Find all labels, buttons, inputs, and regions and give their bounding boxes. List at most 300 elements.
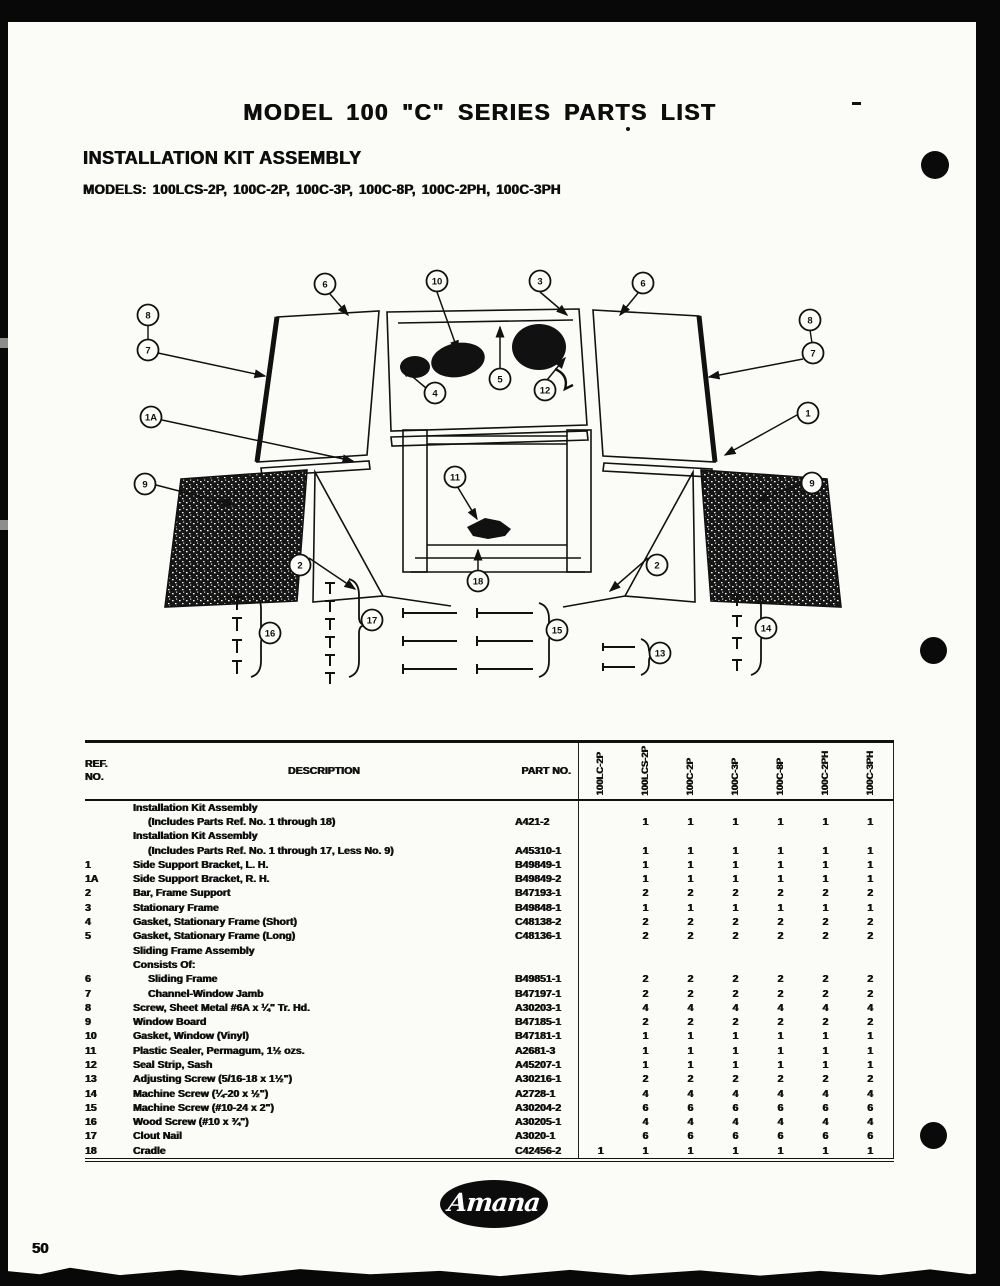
qty-cell: [578, 844, 623, 858]
qty-cell: 1: [848, 815, 893, 829]
qty-cell: 2: [687, 987, 694, 1000]
diagram-callout: [802, 473, 823, 494]
qty-cell: [578, 1058, 623, 1072]
qty-cell: 2: [777, 916, 784, 929]
diagram-callout: [362, 610, 383, 631]
qty-cell: 2: [822, 887, 829, 900]
qty-cell: [758, 958, 803, 972]
qty-cell: 2: [777, 987, 784, 1000]
qty-cell: 1: [777, 1144, 784, 1157]
qty-cell: 2: [642, 973, 649, 986]
amana-logo: [440, 1180, 548, 1228]
qty-cell: 6: [642, 1101, 649, 1114]
table-row: [85, 800, 893, 815]
description-cell: Gasket, Stationary Frame (Long): [133, 930, 296, 943]
qty-cell: [578, 1101, 623, 1115]
qty-cell: 2: [822, 1016, 829, 1029]
qty-cell: 1: [732, 1030, 739, 1043]
qty-cell: 6: [848, 1129, 893, 1143]
section-heading: INSTALLATION KIT ASSEMBLY: [83, 148, 362, 168]
qty-cell: 6: [732, 1130, 739, 1143]
qty-cell: 1: [822, 901, 829, 914]
qty-cell: 4: [642, 1001, 649, 1014]
qty-cell: [758, 829, 803, 843]
svg-text:6: 6: [322, 279, 328, 291]
col-header-model: 100C-2P: [668, 742, 713, 800]
qty-cell: 2: [732, 887, 739, 900]
qty-cell: [623, 958, 668, 972]
qty-cell: 2: [822, 973, 829, 986]
qty-cell: [578, 815, 623, 829]
part-no-cell: A30203-1: [515, 1001, 562, 1014]
table-row: [85, 886, 893, 900]
qty-cell: 2: [848, 915, 893, 929]
diagram-callout: [756, 618, 777, 639]
description-cell: Adjusting Screw (5/16-18 x 1½"): [133, 1073, 293, 1086]
qty-cell: 2: [848, 929, 893, 943]
parts-table-wrap: [85, 740, 893, 1162]
qty-cell: [623, 800, 668, 815]
qty-cell: [848, 944, 893, 958]
qty-cell: [713, 829, 758, 843]
qty-cell: 2: [687, 930, 694, 943]
ref-no-cell: [85, 844, 133, 858]
qty-cell: 2: [822, 987, 829, 1000]
qty-cell: 1: [642, 873, 649, 886]
part-no-cell: A30205-1: [515, 1116, 562, 1129]
qty-cell: [803, 944, 848, 958]
qty-cell: 1: [822, 858, 829, 871]
qty-cell: 1: [642, 815, 649, 828]
qty-cell: 1: [822, 844, 829, 857]
callout-connectors: [148, 325, 812, 343]
qty-cell: [578, 1087, 623, 1101]
qty-cell: 1: [687, 873, 694, 886]
qty-cell: [578, 858, 623, 872]
qty-cell: [668, 800, 713, 815]
table-row: [85, 872, 893, 886]
qty-cell: 2: [777, 887, 784, 900]
qty-cell: 1: [777, 901, 784, 914]
qty-cell: 1: [687, 1044, 694, 1057]
qty-cell: [578, 1072, 623, 1086]
qty-cell: 2: [822, 1073, 829, 1086]
diagram-callout: [138, 340, 159, 361]
qty-cell: 2: [777, 973, 784, 986]
ref-no-cell: 6: [85, 973, 91, 986]
qty-cell: 1: [777, 858, 784, 871]
qty-cell: 1: [777, 1030, 784, 1043]
qty-cell: [578, 915, 623, 929]
qty-cell: 2: [687, 916, 694, 929]
qty-cell: 4: [732, 1087, 739, 1100]
scan-edge-top: [0, 0, 1000, 22]
qty-cell: [803, 800, 848, 815]
ref-no-cell: 18: [85, 1144, 97, 1157]
qty-cell: 1: [848, 844, 893, 858]
ref-no-cell: 14: [85, 1087, 97, 1100]
description-cell: Cradle: [133, 1144, 166, 1157]
part-no-cell: [515, 800, 578, 815]
svg-text:1A: 1A: [144, 412, 158, 424]
qty-cell: 1: [848, 1044, 893, 1058]
ref-no-cell: 8: [85, 1001, 91, 1014]
qty-cell: 2: [732, 987, 739, 1000]
col-header-part: PART NO.: [515, 742, 578, 800]
svg-text:10: 10: [431, 276, 443, 288]
qty-cell: [578, 1115, 623, 1129]
svg-text:7: 7: [145, 345, 151, 357]
seal-strip: [555, 369, 573, 389]
qty-cell: 2: [687, 1073, 694, 1086]
description-cell: Consists Of:: [133, 958, 196, 971]
registration-dot: [921, 151, 949, 179]
scan-speck: [626, 127, 630, 131]
qty-cell: 1: [777, 1044, 784, 1057]
qty-cell: [578, 1015, 623, 1029]
part-no-cell: A45207-1: [515, 1058, 562, 1071]
table-row: [85, 815, 893, 829]
table-row: [85, 1029, 893, 1043]
qty-cell: 1: [732, 873, 739, 886]
diagram-callout: [315, 274, 336, 295]
ref-no-cell: 7: [85, 987, 91, 1000]
ref-no-cell: [85, 944, 133, 958]
table-row: [85, 901, 893, 915]
table-row: [85, 987, 893, 1001]
svg-text:16: 16: [264, 628, 276, 640]
ref-no-cell: 1: [85, 858, 91, 871]
qty-cell: 1: [777, 844, 784, 857]
diagram-callout: [490, 369, 511, 390]
part-no-cell: B47181-1: [515, 1030, 562, 1043]
part-no-cell: A2681-3: [515, 1044, 556, 1057]
qty-cell: 1: [848, 1058, 893, 1072]
qty-cell: [578, 972, 623, 986]
description-cell: Machine Screw (#10-24 x 2"): [133, 1101, 274, 1114]
description-cell: Window Board: [133, 1016, 207, 1029]
svg-text:15: 15: [551, 625, 563, 637]
qty-cell: 1: [848, 1144, 893, 1160]
qty-cell: 4: [777, 1001, 784, 1014]
diagram-callout: [468, 571, 489, 592]
table-row: [85, 1087, 893, 1101]
qty-cell: [668, 829, 713, 843]
qty-cell: 2: [687, 1016, 694, 1029]
ref-no-cell: [85, 800, 133, 815]
description-cell: Screw, Sheet Metal #6A x ¼" Tr. Hd.: [133, 1001, 310, 1014]
qty-cell: 4: [642, 1116, 649, 1129]
qty-cell: 4: [777, 1087, 784, 1100]
svg-text:6: 6: [640, 278, 646, 290]
gasket-rolls: [400, 324, 566, 381]
qty-cell: 6: [687, 1130, 694, 1143]
qty-cell: 1: [822, 873, 829, 886]
svg-text:7: 7: [810, 348, 816, 360]
diagram-callout: [530, 271, 551, 292]
svg-text:1: 1: [805, 408, 811, 420]
qty-cell: 1: [822, 1058, 829, 1071]
table-row: [85, 829, 893, 843]
qty-cell: 2: [732, 916, 739, 929]
table-row: [85, 944, 893, 958]
description-cell: Sliding Frame Assembly: [133, 944, 255, 957]
qty-cell: 1: [642, 1058, 649, 1071]
qty-cell: [578, 829, 623, 843]
qty-cell: 4: [687, 1116, 694, 1129]
part-no-cell: [515, 829, 578, 843]
svg-text:8: 8: [807, 315, 813, 327]
part-no-cell: [515, 958, 578, 972]
svg-text:2: 2: [654, 560, 660, 572]
qty-cell: [758, 800, 803, 815]
table-row: [85, 1015, 893, 1029]
ref-no-cell: 11: [85, 1044, 97, 1057]
table-row: [85, 1001, 893, 1015]
qty-cell: 1: [848, 858, 893, 872]
description-cell: Clout Nail: [133, 1130, 182, 1143]
qty-cell: [668, 944, 713, 958]
table-row: [85, 1101, 893, 1115]
qty-cell: 2: [687, 887, 694, 900]
description-cell: (Includes Parts Ref. No. 1 through 18): [148, 815, 336, 828]
qty-cell: 1: [732, 858, 739, 871]
qty-cell: 1: [777, 873, 784, 886]
qty-cell: 2: [642, 916, 649, 929]
amana-logo-text: Amana: [446, 1188, 542, 1217]
qty-cell: 2: [822, 930, 829, 943]
part-no-cell: B49848-1: [515, 901, 562, 914]
registration-dot: [920, 637, 947, 664]
table-row: [85, 1115, 893, 1129]
ref-no-cell: 4: [85, 916, 91, 929]
qty-cell: 6: [822, 1101, 829, 1114]
svg-text:13: 13: [654, 648, 666, 660]
qty-cell: 1: [822, 1044, 829, 1057]
description-cell: Seal Strip, Sash: [133, 1058, 213, 1071]
qty-cell: 2: [642, 1073, 649, 1086]
qty-cell: 2: [732, 973, 739, 986]
qty-cell: 2: [642, 887, 649, 900]
ref-no-cell: 2: [85, 887, 91, 900]
scan-edge-gap: [0, 338, 8, 348]
qty-cell: 4: [732, 1001, 739, 1014]
qty-cell: 2: [732, 1016, 739, 1029]
description-cell: (Includes Parts Ref. No. 1 through 17, Less No. 9): [148, 844, 394, 857]
scan-edge-bottom: [0, 1260, 1000, 1286]
part-no-cell: A45310-1: [515, 844, 562, 857]
qty-cell: 1: [848, 1029, 893, 1043]
description-cell: Side Support Bracket, L. H.: [133, 858, 269, 871]
qty-cell: 2: [732, 1073, 739, 1086]
diagram-callout: [138, 305, 159, 326]
qty-cell: 2: [732, 930, 739, 943]
part-no-cell: A2728-1: [515, 1087, 556, 1100]
table-row: [85, 1044, 893, 1058]
qty-cell: [848, 958, 893, 972]
table-row: [85, 844, 893, 858]
qty-cell: [578, 886, 623, 900]
qty-cell: 4: [822, 1001, 829, 1014]
qty-cell: [623, 944, 668, 958]
qty-cell: 1: [642, 858, 649, 871]
svg-text:5: 5: [497, 374, 503, 386]
ref-no-cell: 13: [85, 1073, 97, 1086]
description-cell: Side Support Bracket, R. H.: [133, 873, 270, 886]
qty-cell: [578, 1044, 623, 1058]
qty-cell: [578, 1029, 623, 1043]
table-row: [85, 972, 893, 986]
qty-cell: 2: [687, 973, 694, 986]
qty-cell: 6: [732, 1101, 739, 1114]
ref-no-cell: 5: [85, 930, 91, 943]
qty-cell: [848, 829, 893, 843]
qty-cell: 2: [642, 987, 649, 1000]
qty-cell: 2: [642, 1016, 649, 1029]
qty-cell: [578, 901, 623, 915]
description-cell: Stationary Frame: [133, 901, 219, 914]
qty-cell: 4: [642, 1087, 649, 1100]
qty-cell: 1: [732, 1144, 739, 1157]
qty-cell: 1: [642, 1044, 649, 1057]
svg-text:9: 9: [809, 478, 815, 490]
part-no-cell: B49849-2: [515, 873, 562, 886]
ref-no-cell: 10: [85, 1030, 97, 1043]
part-no-cell: B47193-1: [515, 887, 562, 900]
qty-cell: 2: [777, 1073, 784, 1086]
ref-no-cell: 15: [85, 1101, 97, 1114]
qty-cell: [578, 1129, 623, 1143]
ref-no-cell: [85, 829, 133, 843]
ref-no-cell: [85, 815, 133, 829]
qty-cell: [623, 829, 668, 843]
qty-cell: [758, 944, 803, 958]
qty-cell: 2: [822, 916, 829, 929]
part-no-cell: B49851-1: [515, 973, 562, 986]
svg-text:12: 12: [539, 385, 551, 397]
table-row: [85, 958, 893, 972]
models-line: MODELS: 100LCS-2P, 100C-2P, 100C-3P, 100C-8P, 100C-2PH, 100C-3PH: [83, 182, 561, 197]
qty-cell: [848, 800, 893, 815]
qty-cell: 1: [777, 815, 784, 828]
qty-cell: 1: [642, 1030, 649, 1043]
diagram-callout: [633, 273, 654, 294]
diagram-callout: [427, 271, 448, 292]
part-no-cell: [515, 944, 578, 958]
svg-text:2: 2: [297, 560, 303, 572]
scan-edge-gap: [0, 520, 8, 530]
part-no-cell: A421-2: [515, 815, 550, 828]
ref-no-cell: 16: [85, 1116, 97, 1129]
part-no-cell: A3020-1: [515, 1130, 556, 1143]
description-cell: Gasket, Window (Vinyl): [133, 1030, 249, 1043]
description-cell: Plastic Sealer, Permagum, 1½ ozs.: [133, 1044, 305, 1057]
description-cell: Sliding Frame: [148, 973, 218, 986]
table-row: [85, 1144, 893, 1160]
col-header-description: DESCRIPTION: [133, 742, 515, 800]
qty-cell: [668, 958, 713, 972]
qty-cell: 1: [687, 1144, 694, 1157]
svg-text:9: 9: [142, 479, 148, 491]
qty-cell: 4: [848, 1001, 893, 1015]
qty-cell: 2: [777, 1016, 784, 1029]
description-cell: Machine Screw (¼-20 x ½"): [133, 1087, 269, 1100]
qty-cell: [578, 958, 623, 972]
ref-no-cell: 17: [85, 1130, 97, 1143]
qty-cell: 4: [732, 1116, 739, 1129]
part-no-cell: B47197-1: [515, 987, 562, 1000]
qty-cell: 4: [822, 1087, 829, 1100]
part-no-cell: C48136-1: [515, 930, 562, 943]
diagram-callout: [803, 343, 824, 364]
svg-text:8: 8: [145, 310, 151, 322]
col-header-model: 100C-3PH: [848, 742, 893, 800]
qty-cell: [578, 872, 623, 886]
qty-cell: [803, 958, 848, 972]
qty-cell: 1: [732, 815, 739, 828]
svg-text:4: 4: [432, 388, 438, 400]
qty-cell: 2: [848, 972, 893, 986]
part-no-cell: A30204-2: [515, 1101, 562, 1114]
qty-cell: [578, 944, 623, 958]
qty-cell: 2: [848, 1015, 893, 1029]
qty-cell: 1: [732, 844, 739, 857]
ref-no-cell: 3: [85, 901, 91, 914]
ref-no-cell: [85, 958, 133, 972]
description-cell: Wood Screw (#10 x ¾"): [133, 1116, 249, 1129]
part-no-cell: B47185-1: [515, 1016, 562, 1029]
page-number: 50: [32, 1240, 49, 1257]
table-row: [85, 858, 893, 872]
ref-no-cell: 12: [85, 1058, 97, 1071]
qty-cell: 6: [642, 1130, 649, 1143]
description-cell: Gasket, Stationary Frame (Short): [133, 916, 297, 929]
qty-cell: 4: [848, 1087, 893, 1101]
parts-table-body: [85, 800, 893, 1160]
qty-cell: 1: [822, 1144, 829, 1157]
assembly-diagram: [115, 255, 905, 695]
scan-edge-right: [976, 20, 1000, 1286]
ref-no-cell: 9: [85, 1016, 91, 1029]
qty-cell: 2: [848, 1072, 893, 1086]
qty-cell: 6: [687, 1101, 694, 1114]
qty-cell: 1: [777, 1058, 784, 1071]
qty-cell: 1: [687, 844, 694, 857]
diagram-callout: [141, 407, 162, 428]
qty-cell: 1: [848, 872, 893, 886]
diagram-callout: [260, 623, 281, 644]
qty-cell: 6: [848, 1101, 893, 1115]
qty-cell: [803, 829, 848, 843]
svg-text:11: 11: [449, 472, 461, 484]
description-cell: Installation Kit Assembly: [133, 830, 258, 843]
table-row: [85, 929, 893, 943]
qty-cell: 1: [578, 1144, 623, 1160]
qty-cell: 2: [642, 930, 649, 943]
diagram-callout: [800, 310, 821, 331]
qty-cell: 1: [822, 1030, 829, 1043]
description-cell: Installation Kit Assembly: [133, 801, 258, 814]
qty-cell: 4: [777, 1116, 784, 1129]
qty-cell: [578, 800, 623, 815]
qty-cell: 1: [687, 858, 694, 871]
col-header-model: 100C-3P: [713, 742, 758, 800]
diagram-callout: [647, 555, 668, 576]
table-row: [85, 915, 893, 929]
qty-cell: 6: [822, 1130, 829, 1143]
diagram-callout: [535, 380, 556, 401]
diagram-callout: [290, 555, 311, 576]
